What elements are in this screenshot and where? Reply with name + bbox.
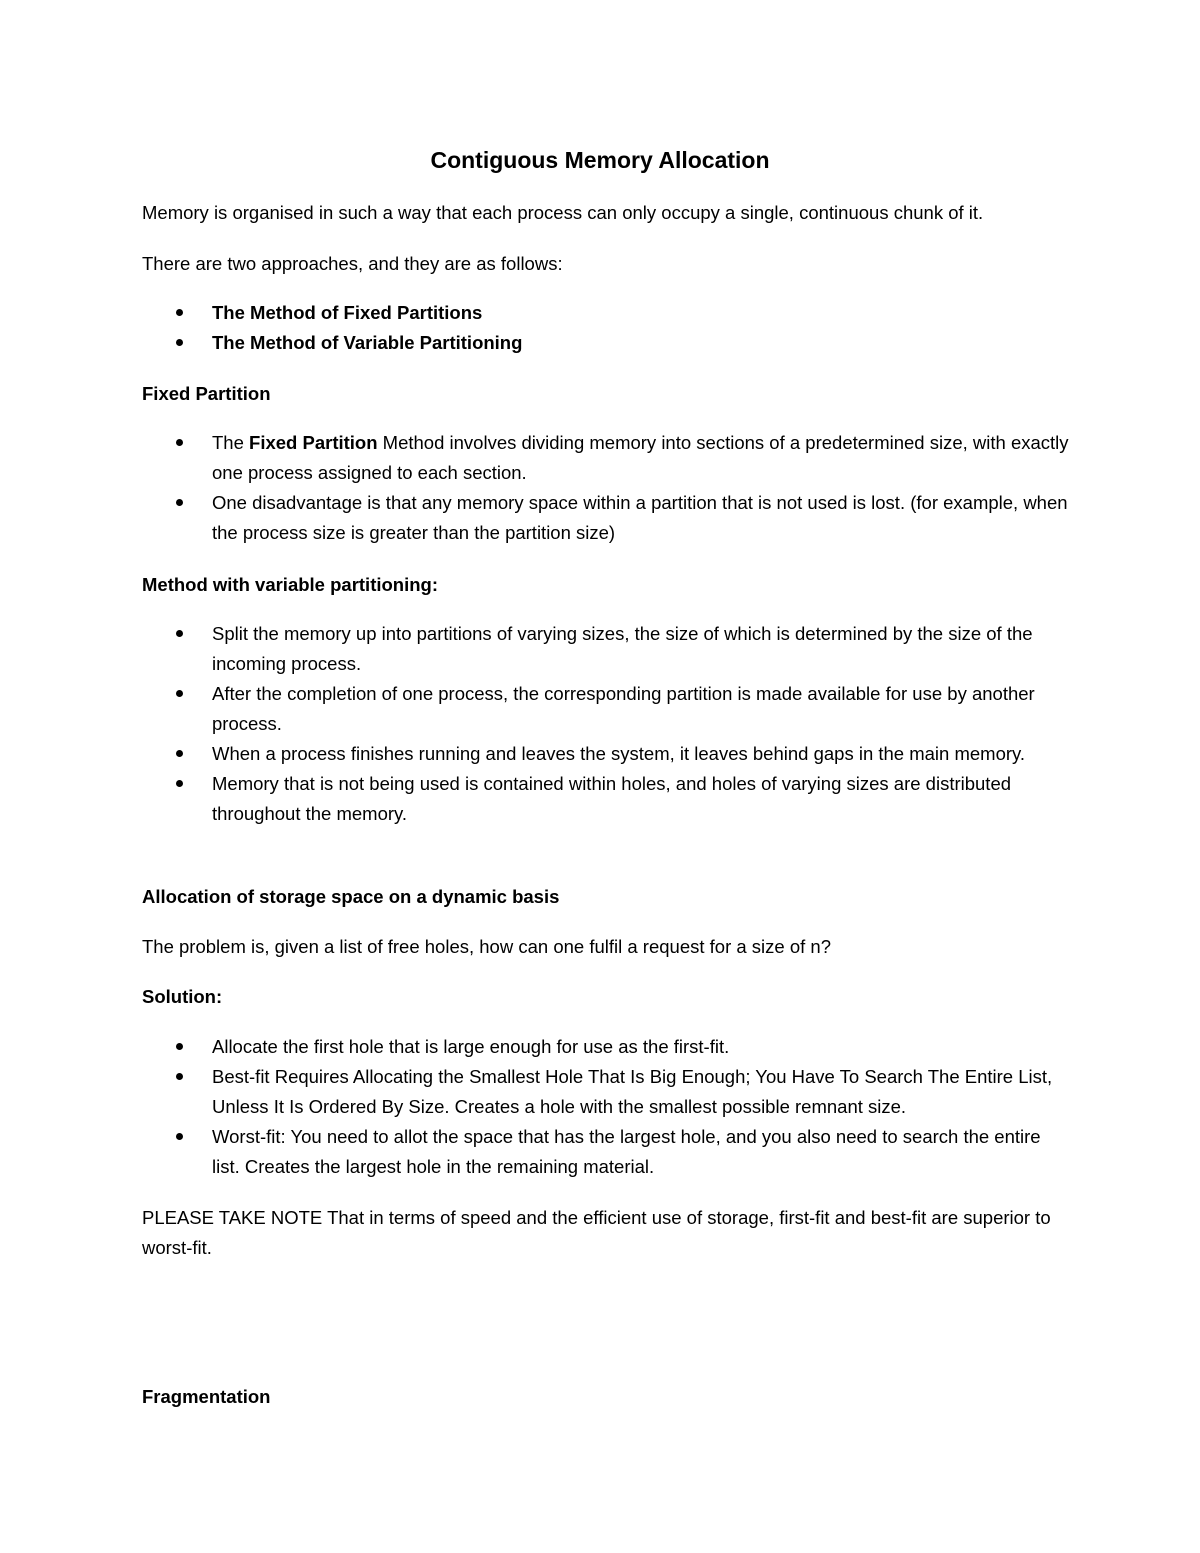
- approaches-list: [142, 298, 1072, 358]
- fixed-item-disadvantage: One disadvantage is that any memory space within a partition that is not used is lost. (for example, when the process size is greater than the partition size): [212, 492, 1068, 543]
- variable-item: When a process finishes running and leaves the system, it leaves behind gaps in the main memory.: [212, 743, 1026, 764]
- solution-heading: Solution:: [142, 986, 223, 1007]
- intro-paragraph: Memory is organised in such a way that each process can only occupy a single, continuous chunk of it.: [142, 202, 984, 223]
- bullet-icon: [176, 630, 183, 637]
- list-item: [142, 1032, 1072, 1062]
- document-title: Contiguous Memory Allocation: [430, 147, 770, 173]
- fixed-partition-list: [142, 428, 1072, 548]
- problem-statement: The problem is, given a list of free holes, how can one fulfil a request for a size of n?: [142, 936, 831, 957]
- solution-list: [142, 1032, 1072, 1182]
- bullet-icon: [176, 1073, 183, 1080]
- list-item: [142, 488, 1072, 548]
- variable-partition-list: [142, 619, 1072, 829]
- solution-first-fit: Allocate the first hole that is large enough for use as the first-fit.: [212, 1036, 730, 1057]
- list-item: [142, 739, 1072, 769]
- note-paragraph: PLEASE TAKE NOTE That in terms of speed and the efficient use of storage, first-fit and best-fit are superior to worst-fit.: [142, 1207, 1051, 1258]
- bullet-icon: [176, 309, 183, 316]
- list-item: [142, 1122, 1072, 1182]
- bullet-icon: [176, 339, 183, 346]
- bullet-icon: [176, 499, 183, 506]
- fixed-item-bold-term: Fixed Partition: [249, 432, 378, 453]
- bullet-icon: [176, 690, 183, 697]
- bullet-icon: [176, 439, 183, 446]
- fragmentation-heading: Fragmentation: [142, 1386, 271, 1407]
- approach-variable: The Method of Variable Partitioning: [212, 332, 523, 353]
- bullet-icon: [176, 750, 183, 757]
- bullet-icon: [176, 780, 183, 787]
- list-item: [142, 619, 1072, 679]
- fixed-item-prefix: The: [212, 432, 250, 453]
- list-item: [142, 428, 1072, 488]
- approach-fixed: The Method of Fixed Partitions: [212, 302, 483, 323]
- bullet-icon: [176, 1043, 183, 1050]
- list-item: [142, 679, 1072, 739]
- solution-worst-fit: Worst-fit: You need to allot the space that has the largest hole, and you also need to search the entire list. Creates the largest hole in the remaining material.: [212, 1126, 1041, 1177]
- list-item: [142, 328, 1072, 358]
- list-item: [142, 1062, 1072, 1122]
- approaches-intro: There are two approaches, and they are as follows:: [142, 253, 563, 274]
- bullet-icon: [176, 1133, 183, 1140]
- variable-item: Split the memory up into partitions of varying sizes, the size of which is determined by the size of the incoming process.: [212, 623, 1033, 674]
- dynamic-allocation-heading: Allocation of storage space on a dynamic basis: [142, 886, 560, 907]
- variable-item: After the completion of one process, the corresponding partition is made available for use by another process.: [212, 683, 1035, 734]
- fixed-item-suffix: Method involves dividing memory into sections of a predetermined size, with exactly one process assigned to each section.: [212, 432, 1069, 483]
- solution-best-fit: Best-fit Requires Allocating the Smallest Hole That Is Big Enough; You Have To Search The Entire List, Unless It Is Ordered By Size. Creates a hole with the smallest possible remnant size.: [212, 1066, 1053, 1117]
- list-item: [142, 298, 1072, 328]
- variable-item: Memory that is not being used is contained within holes, and holes of varying sizes are distributed throughout the memory.: [212, 773, 1012, 824]
- variable-partition-heading: Method with variable partitioning:: [142, 574, 438, 595]
- list-item: [142, 769, 1072, 829]
- fixed-partition-heading: Fixed Partition: [142, 383, 271, 404]
